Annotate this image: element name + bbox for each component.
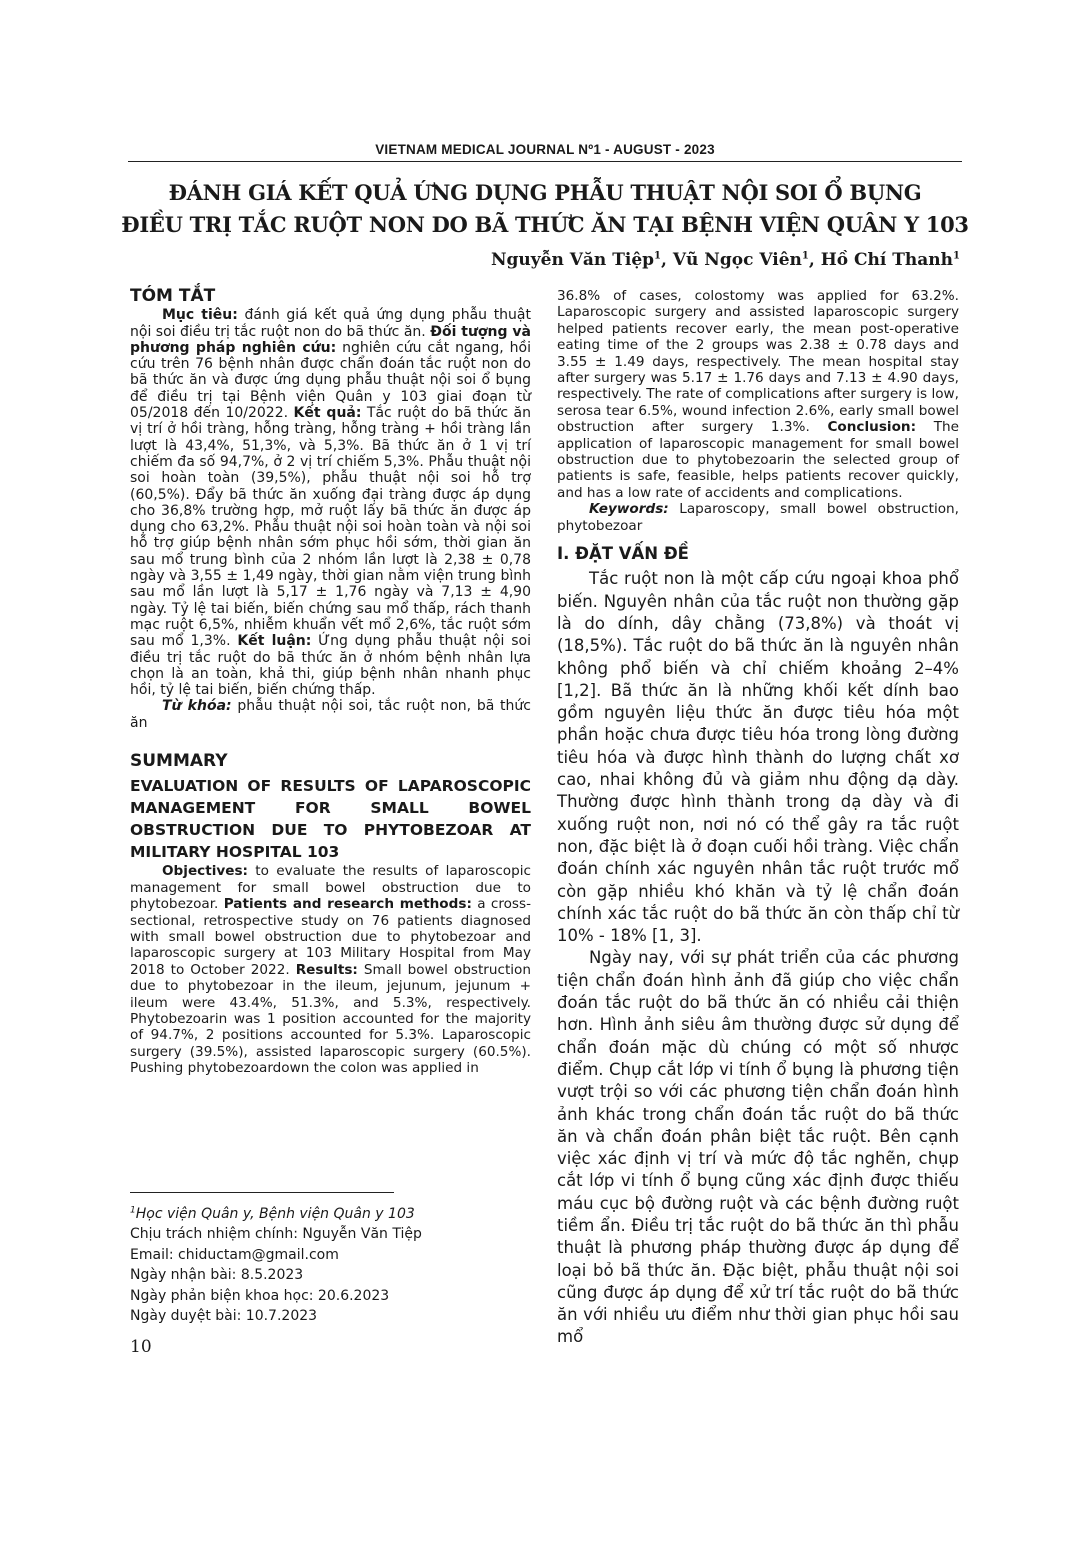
journal-header: VIETNAM MEDICAL JOURNAL Nº1 - AUGUST - 2023	[375, 142, 715, 157]
footnote	[130, 1200, 422, 1327]
en-objectives-label: Objectives:	[162, 863, 248, 880]
page-number: 10	[130, 1337, 152, 1357]
en-keywords-label: Keywords:	[589, 501, 669, 518]
footnote-review-date: Ngày phản biện khoa học: 20.6.2023	[130, 1287, 390, 1304]
en-article-title: EVALUATION OF RESULTS OF LAPAROSCOPIC MANAGEMENT FOR SMALL BOWEL OBSTRUCTION DUE TO PHYTOBEZOAR AT MILITARY HOSPITAL 103	[130, 777, 531, 862]
author-affiliation-mark: 1	[953, 250, 960, 262]
vi-methods-text: nghiên cứu cắt ngang, hồi cứu trên 76 bệnh nhân được chẩn đoán tắc ruột non do bã thức ăn và được ứng dụng phẫu thuật nội soi ổ bụng để điều trị tại Bệnh viện Quân y 103 giai đoạn từ 05/2018 đến 10/2022.	[130, 339, 531, 422]
author-name: Hồ Chí Thanh	[820, 250, 954, 270]
vi-keywords-text: phẫu thuật nội soi, tắc ruột non, bã thức ăn	[130, 698, 531, 731]
en-conclusion-text: The application of laparoscopic management for small bowel obstruction due to phytobezoarin the selected group of patients is safe, feasible, helps patients recover quickly, and has a low rate of accidents and complications.	[557, 419, 959, 501]
intro-heading: I. ĐẶT VẤN ĐỀ	[557, 544, 689, 564]
en-abstract-heading: SUMMARY	[130, 751, 228, 772]
en-keywords	[557, 501, 959, 534]
vi-objective-label: Mục tiêu:	[162, 307, 238, 324]
en-methods-text: a cross-sectional, retrospective study on 76 patients diagnosed with small bowel obstruction due to phytobezoar and laparoscopic surgery at 103 Military Hospital from May 2018 to October 2022.	[130, 896, 532, 978]
footnote-affiliation-text: Học viện Quân y, Bệnh viện Quân y 103	[135, 1205, 415, 1222]
en-methods-label: Patients and research methods:	[223, 896, 472, 913]
left-column	[130, 288, 531, 1077]
footnote-received-date: Ngày nhận bài: 8.5.2023	[130, 1267, 304, 1284]
en-conclusion-label: Conclusion:	[827, 419, 917, 436]
vi-objective-text: đánh giá kết quả ứng dụng phẫu thuật nội soi điều trị tắc ruột non do bã thức ăn.	[130, 307, 531, 340]
author-name: Vũ Ngọc Viên	[672, 250, 802, 270]
footnote-affiliation-mark: 1	[130, 1205, 136, 1215]
vi-conclusion-text: Ứng dụng phẫu thuật nội soi điều trị tắc ruột do bã thức ăn ở nhóm bệnh nhân lựa chọn là an toàn, khả thi, giúp bệnh nhân nhanh phục hồi, tỷ lệ tai biến, biến chứng thấp.	[130, 633, 531, 699]
footnote-rule	[130, 1192, 394, 1193]
vi-keywords-label: Từ khóa:	[162, 698, 232, 715]
en-keywords-text: Laparoscopy, small bowel obstruction, phytobezoar	[557, 501, 959, 534]
vi-abstract-body	[130, 307, 531, 698]
author-affiliation-mark: 1	[801, 250, 809, 262]
footnote-corresponding-author: Chịu trách nhiệm chính: Nguyễn Văn Tiệp	[130, 1226, 422, 1243]
intro-paragraph-2: Ngày nay, với sự phát triển của các phương tiện chẩn đoán hình ảnh đã giúp cho việc chẩn đoán tắc ruột do bã thức ăn có nhiều cải thiện hơn. Hình ảnh siêu âm thường được sử dụng để chẩn đoán mặc dù chúng có một số nhược điểm. Chụp cắt lớp vi tính ổ bụng là phương tiện vượt trội so với các phương tiện chẩn đoán hình ảnh khác trong chẩn đoán tắc ruột do bã thức ăn và chẩn đoán phân biệt tắc ruột. Bên cạnh việc xác định vị trí và mức độ tắc nghẽn, chụp cắt lớp vi tính ổ bụng cũng xác định được thiếu máu cục bộ đường ruột và các bệnh đường ruột tiềm ẩn. Điều trị tắc ruột do bã thức ăn thì phẫu thuật là phương pháp thường được áp dụng để loại bỏ bã thức ăn. Đặc biệt, phẫu thuật nội soi cũng được áp dụng để xử trí tắc ruột do bã thức ăn với nhiều ưu điểm như thời gian phục hồi sau mổ	[557, 948, 959, 1347]
author-affiliation-mark: 1	[654, 250, 661, 262]
intro-body	[557, 568, 959, 1348]
en-abstract-body-part-1	[130, 863, 531, 1076]
article-title-line-2: ĐIỀU TRỊ TẮC RUỘT NON DO BÃ THỨC ĂN TẠI BỆNH VIỆN QUÂN Y 103	[121, 212, 969, 237]
en-results-label: Results:	[295, 961, 358, 978]
vi-methods-label: Đối tượng và phương pháp nghiên cứu:	[130, 323, 532, 356]
intro-paragraph-1: Tắc ruột non là một cấp cứu ngoại khoa phổ biến. Nguyên nhân của tắc ruột non thường gặp là do dính, dây chằng (73,8%) và thoát vị (18,5%). Tắc ruột do bã thức ăn là nguyên nhân không phổ biến và chỉ chiếm khoảng 2–4% [1,2]. Bã thức ăn là những khối kết dính bao gồm nguyên liệu thức ăn được tiêu hóa một phần hoặc chưa được tiêu hóa trong lòng đường tiêu hóa và được hình thành do lượng chất xơ cao, nhai không đủ và giảm nhu động dạ dày. Thường được hình thành trong dạ dày và đi xuống ruột non, nơi nó có thể gây ra tắc ruột non, đặc biệt là ở đoạn cuối hồi tràng. Việc chẩn đoán chính xác nguyên nhân tắc ruột trước mổ còn gặp nhiều khó khăn và tỷ lệ chẩn đoán chính xác tắc ruột do bã thức ăn còn thấp chỉ từ 10% - 18% [1, 3].	[557, 569, 959, 946]
vi-abstract-heading: TÓM TẮT	[130, 286, 216, 306]
en-objectives-text: to evaluate the results of laparoscopic management for small bowel obstruction due to phytobezoar.	[130, 863, 531, 913]
en-abstract-body-part-2	[557, 288, 959, 501]
author-separator: ,	[808, 250, 821, 270]
author-name: Nguyễn Văn Tiệp	[490, 250, 655, 270]
footnote-email: Email: chiductam@gmail.com	[130, 1246, 339, 1263]
header-rule	[128, 161, 962, 162]
vi-results-label: Kết quả:	[293, 405, 362, 422]
en-results-text-part-2: 36.8% of cases, colostomy was applied for 63.2%. Laparoscopic surgery and assisted laparoscopic surgery helped patients recover early, the mean post-operative eating time of the 2 groups was 2.38 ± 0.78 days and 3.55 ± 1.49 days, respectively. The mean hospital stay after surgery was 5.17 ± 1.76 days and 7.13 ± 4.90 days, respectively. The rate of complications after surgery is low, serosa tear 6.5%, wound infection 2.6%, early small bowel obstruction after surgery 1.3%.	[557, 288, 959, 436]
right-column	[557, 288, 959, 1349]
author-separator: ,	[661, 250, 673, 270]
footnote-affiliation	[130, 1200, 422, 1224]
vi-conclusion-label: Kết luận:	[237, 633, 312, 650]
vi-results-text: Tắc ruột do bã thức ăn vị trí ở hồi tràng, hỗng tràng, hỗng tràng + hồi tràng lần lượt là 43,4%, 51,3%, và 5,3%. Bã thức ăn ở 1 vị trí chiếm đa số 94,7%, ở 2 vị trí chiếm 5,3%. Phẫu thuật nội soi hoàn toàn (39,5%), phẫu thuật nội soi hỗ trợ (60,5%). Đẩy bã thức ăn xuống đại tràng được áp dụng cho 36,8% trường hợp, mở ruột lấy bã thức ăn được áp dụng cho 63,2%. Phẫu thuật nội soi hoàn toàn và nội soi hỗ trợ giúp bệnh nhân sớm phục hồi sớm, thời gian ăn sau mổ trung bình của 2 nhóm lần lượt là 2,38 ± 0,78 ngày và 3,55 ± 1,49 ngày, thời gian nằm viện trung bình sau mổ lần lượt là 5,17 ± 1,76 ngày và 7,13 ± 4,90 ngày. Tỷ lệ tai biến, biến chứng sau mổ thấp, rách thanh mạc ruột 6,5%, nhiễm khuẩn vết mổ 2,6%, tắc ruột sớm sau mổ 1,3%.	[130, 405, 532, 650]
vi-keywords	[130, 698, 531, 731]
en-results-text-part-1: Small bowel obstruction due to phytobezoar in the ileum, jejunum, jejunum + ileum were 43.4%, 51.3%, and 5.3%, respectively. Phytobezoarin was 1 position accounted for the majority of 94.7%, 2 positions accounted for 5.3%. Laparoscopic surgery (39.5%), assisted laparoscopic surgery (60.5%). Pushing phytobezoardown the colon was applied in	[130, 961, 531, 1077]
author-list	[491, 250, 960, 270]
article-title-line-1: ĐÁNH GIÁ KẾT QUẢ ỨNG DỤNG PHẪU THUẬT NỘI SOI Ổ BỤNG	[168, 180, 922, 205]
footnote-accepted-date: Ngày duyệt bài: 10.7.2023	[130, 1308, 318, 1325]
